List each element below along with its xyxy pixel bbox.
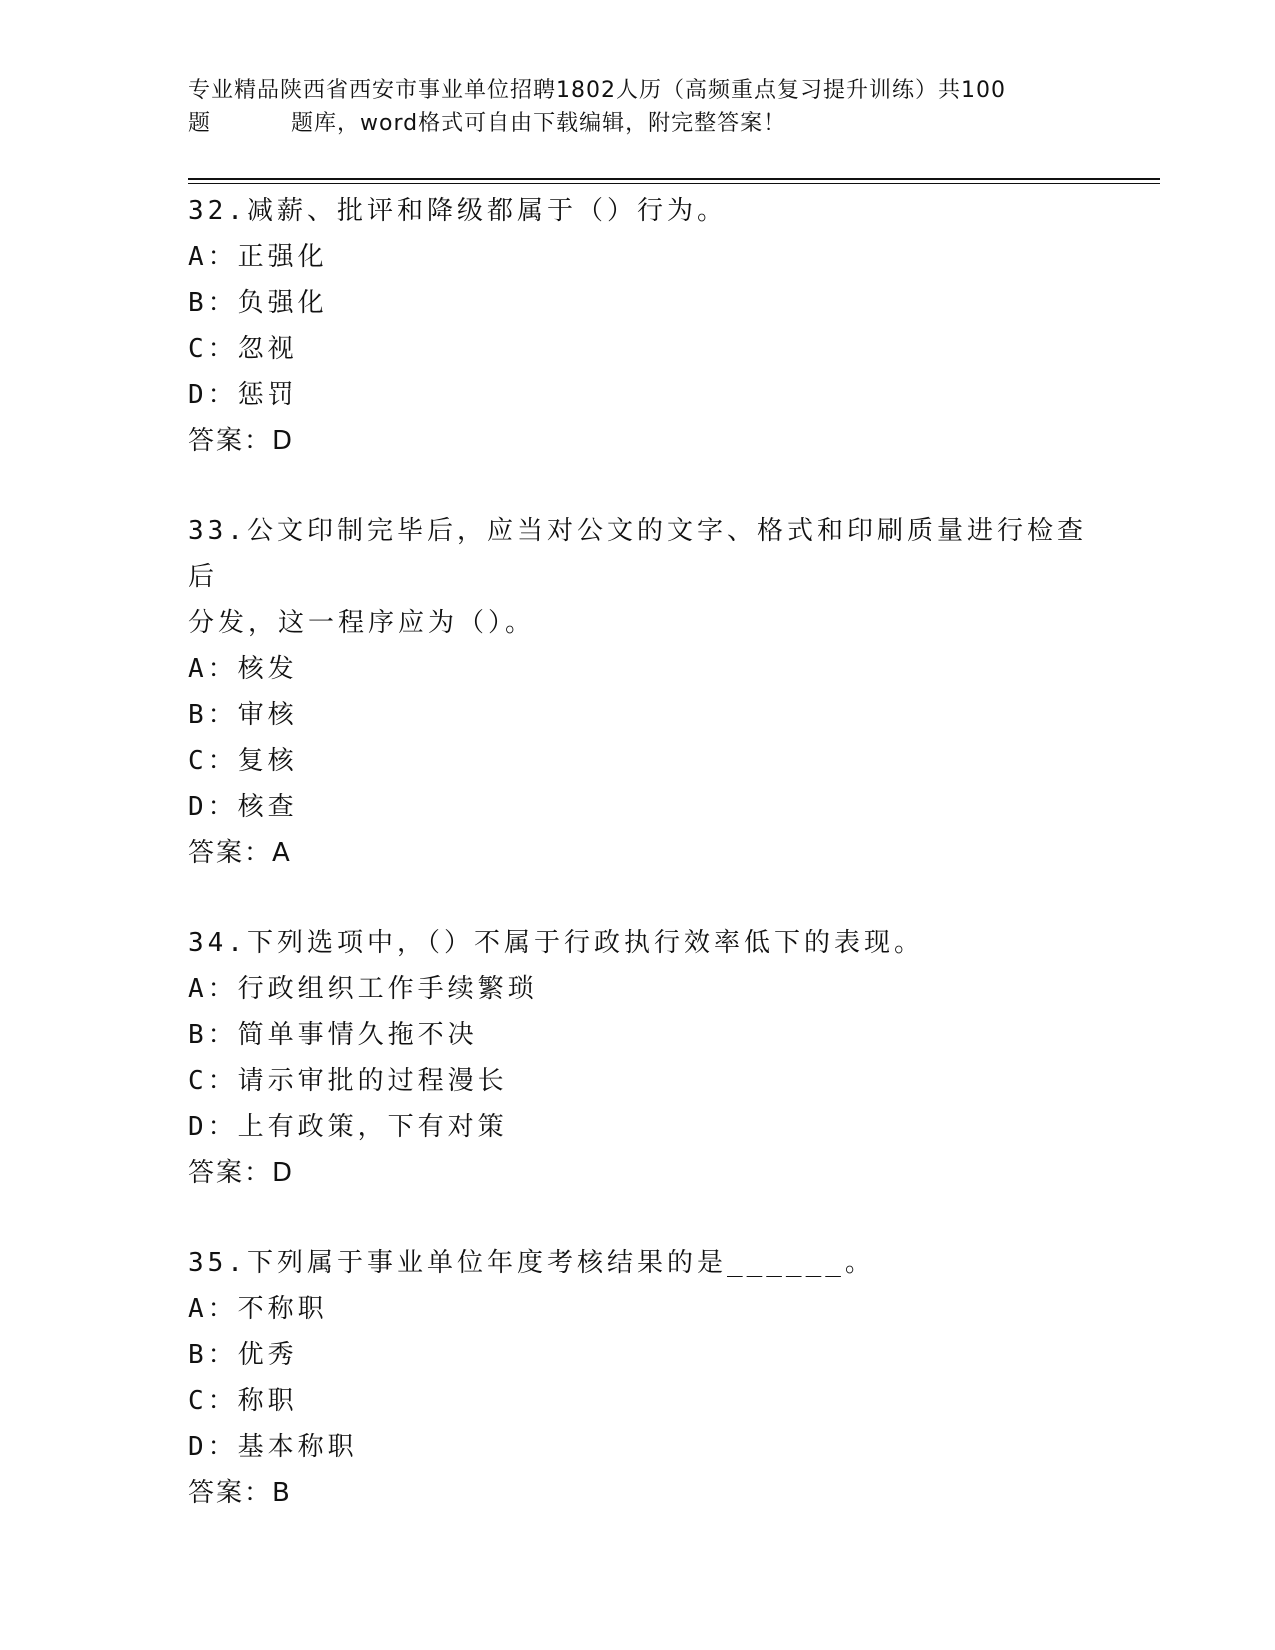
header-divider-thin <box>188 183 1160 184</box>
option-a: A：不称职 <box>188 1294 328 1324</box>
option-b: B：优秀 <box>188 1340 298 1370</box>
document-header <box>188 74 1088 140</box>
question-stem-line-1: 33.公文印制完毕后，应当对公文的文字、格式和印刷质量进行检查后 <box>188 516 1087 592</box>
answer: 答案：D <box>188 1158 295 1188</box>
option-b: B：负强化 <box>188 288 328 318</box>
question-list <box>188 188 1088 1560</box>
option-b: B：简单事情久拖不决 <box>188 1020 478 1050</box>
question-32 <box>188 188 1088 464</box>
question-stem: 34.下列选项中，（）不属于行政执行效率低下的表现。 <box>188 928 924 958</box>
question-stem: 32.减薪、批评和降级都属于（）行为。 <box>188 196 727 226</box>
header-divider-thick <box>188 178 1160 180</box>
question-34 <box>188 920 1088 1196</box>
question-stem-line-2: 分发，这一程序应为（）。 <box>188 608 536 638</box>
option-a: A：行政组织工作手续繁琐 <box>188 974 538 1004</box>
header-title-line-1: 专业精品陕西省西安市事业单位招聘1802人历（高频重点复习提升训练）共100 <box>188 78 1006 103</box>
option-c: C：称职 <box>188 1386 298 1416</box>
option-a: A：正强化 <box>188 242 328 272</box>
option-d: D：上有政策，下有对策 <box>188 1112 508 1142</box>
header-title-line-2-left: 题 <box>188 111 212 136</box>
header-title-line-2 <box>188 107 1088 140</box>
option-b: B：审核 <box>188 700 298 730</box>
header-title-line-2-right: 题库，word格式可自由下载编辑，附完整答案！ <box>291 111 787 136</box>
option-c: C：忽视 <box>188 334 298 364</box>
question-stem: 35.下列属于事业单位年度考核结果的是______。 <box>188 1248 875 1278</box>
answer: 答案：A <box>188 838 292 868</box>
option-c: C：复核 <box>188 746 298 776</box>
header-gap <box>211 107 291 140</box>
question-35 <box>188 1240 1088 1516</box>
option-d: D：核查 <box>188 792 298 822</box>
question-33 <box>188 508 1088 876</box>
option-c: C：请示审批的过程漫长 <box>188 1066 508 1096</box>
option-d: D：基本称职 <box>188 1432 358 1462</box>
answer: 答案：B <box>188 1478 292 1508</box>
option-a: A：核发 <box>188 654 298 684</box>
option-d: D：惩罚 <box>188 380 298 410</box>
answer: 答案：D <box>188 426 295 456</box>
